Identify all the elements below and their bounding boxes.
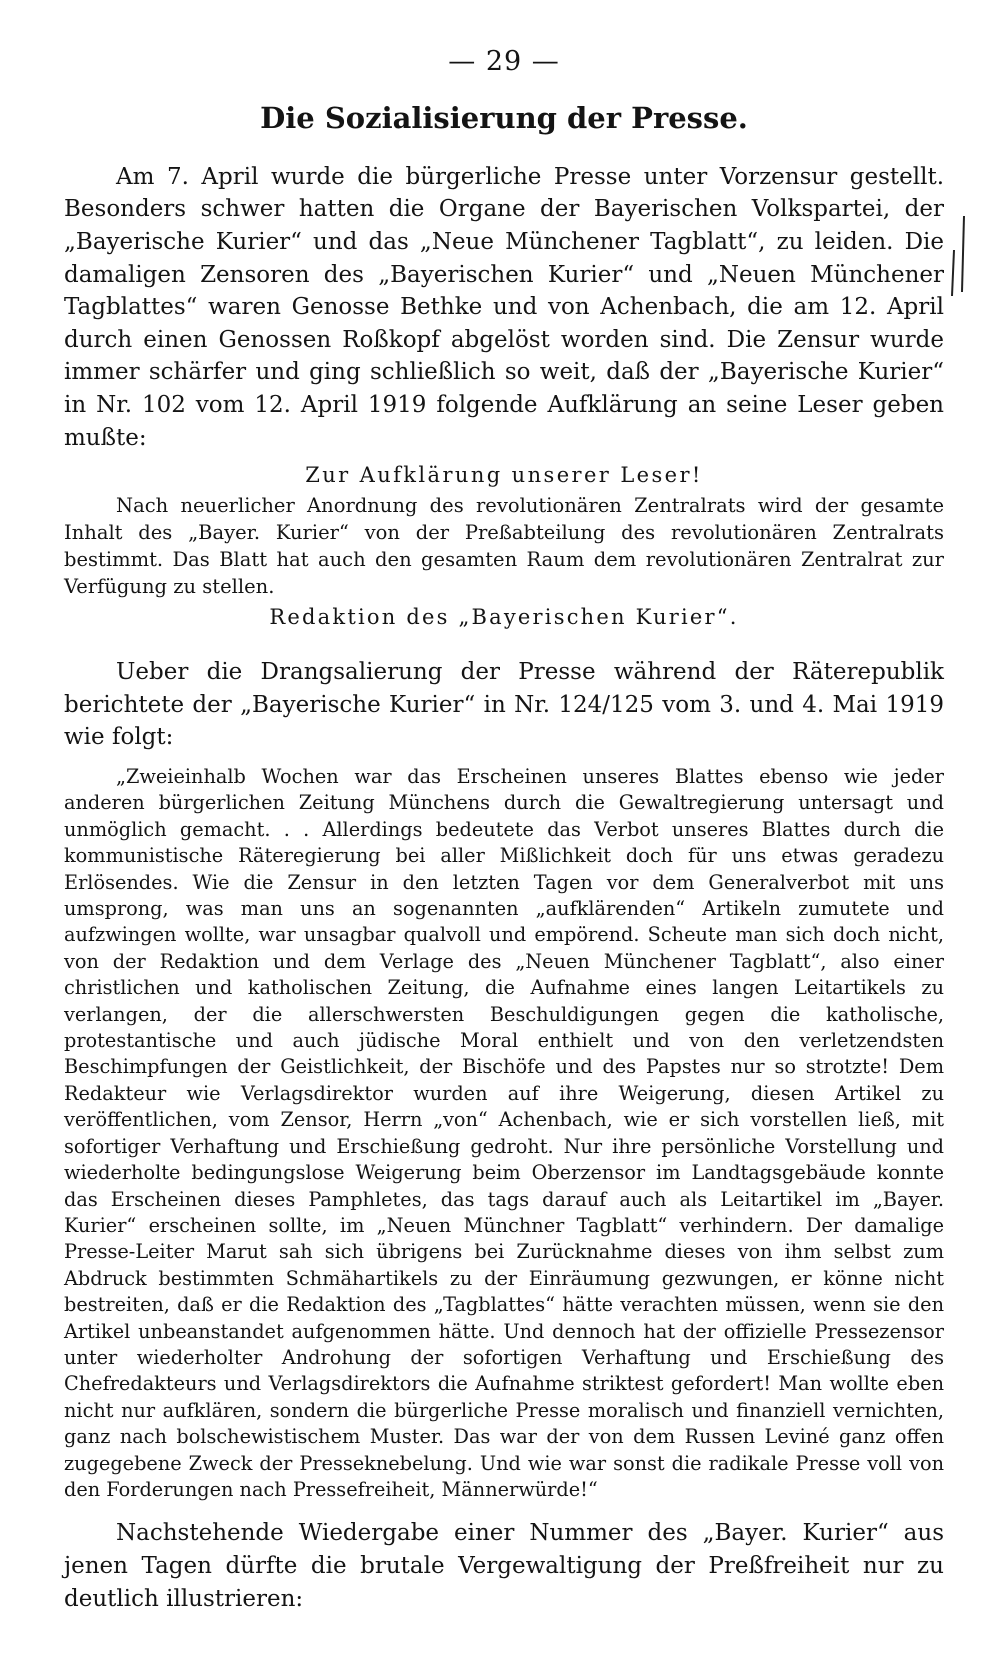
closing-paragraph: Nachstehende Wiedergabe einer Nummer des „Bayer. Kurier“ aus jenen Tagen dürfte die brutale Vergewaltigung der Preßfreiheit nur zu deutlich illustrieren: (64, 1520, 944, 1612)
notice-heading: Zur Aufklärung unserer Leser! (305, 463, 703, 488)
margin-pencil-mark (950, 210, 972, 300)
section-gap (64, 754, 944, 764)
section-gap (64, 638, 944, 656)
intro-paragraph: Am 7. April wurde die bürgerliche Presse unter Vorzensur gestellt. Besonders schwer hatten die Organe der Bayerischen Volkspartei, der „Bayerische Kurier“ und das „Neue Münchener Tagblatt“, zu leiden. Die damaligen Zensoren des „Bayerischen Kurier“ und „Neuen Münchener Tagblattes“ waren Genosse Bethke und von Achenbach, die am 12. April durch einen Genossen Roßkopf abgelöst worden sind. Die Zensur wurde immer schärfer und ging schließlich so weit, daß der „Bayerische Kurier“ in Nr. 102 vom 12. April 1919 folgende Aufklärung an seine Leser geben mußte: (64, 163, 944, 451)
reader-notice (64, 460, 944, 632)
page-title: Die Sozialisierung der Presse. (260, 101, 748, 135)
notice-signature: Redaktion des „Bayerischen Kurier“. (269, 605, 739, 630)
section-gap (64, 1503, 944, 1517)
document-page (64, 48, 944, 1615)
second-paragraph: Ueber die Drangsalierung der Presse während der Räterepublik berichtete der „Bayerische Kurier“ in Nr. 124/125 vom 3. und 4. Mai 1919 wie folgt: (64, 659, 944, 751)
page-number: — 29 — (448, 46, 560, 77)
notice-text: Nach neuerlicher Anordnung des revolutionären Zentralrats wird der gesamte Inhalt des „Bayer. Kurier“ von der Preßabteilung des revolutionären Zentralrats bestimmt. Das Blatt hat auch den gesamten Raum dem revolutionären Zentralrat zur Verfügung zu stellen. (64, 494, 944, 599)
quoted-article: „Zweieinhalb Wochen war das Erscheinen unseres Blattes ebenso wie jeder anderen bürgerlichen Zeitung Münchens durch die Gewaltregierung untersagt und unmöglich gemacht. . . Allerdings bedeutete das Verbot unseres Blattes durch die kommunistische Räteregierung bei aller Mißlichkeit doch für uns etwas geradezu Erlösendes. Wie die Zensur in den letzten Tagen vor dem Generalverbot mit uns umsprong, was man uns an sogenannten „aufklärenden“ Artikeln zumutete und aufzwingen wollte, war unsagbar qualvoll und empörend. Scheute man sich doch nicht, von der Redaktion und dem Verlage des „Neuen Münchener Tagblatt“, also einer christlichen und katholischen Zeitung, die Aufnahme eines langen Leitartikels zu verlangen, der die allerschwersten Beschuldigungen gegen die katholische, protestantische und auch jüdische Moral enthielt und von den verletzendsten Beschimpfungen der Geistlichkeit, der Bischöfe und des Papstes nur so strotzte! Dem Redakteur wie Verlagsdirektor wurden auf ihre Weigerung, diesen Artikel zu veröffentlichen, vom Zensor, Herrn „von“ Achenbach, wie er sich vorstellen ließ, mit sofortiger Verhaftung und Erschießung gedroht. Nur ihre persönliche Vorstellung und wiederholte bedingungslose Weigerung beim Oberzensor im Landtagsgebäude konnte das Erscheinen dieses Pamphletes, das tags darauf auch als Leitartikel im „Bayer. Kurier“ erscheinen sollte, im „Neuen Münchner Tagblatt“ verhindern. Der damalige Presse-Leiter Marut sah sich übrigens bei Zurücknahme dieses von ihm selbst zum Abdruck bestimmten Schmähartikels zu der Einräumung gezwungen, er könne nicht bestreiten, daß er die Redaktion des „Tagblattes“ hätte verachten müssen, wenn sie den Artikel unbeanstandet aufgenommen hätte. Und dennoch hat der offizielle Pressezensor unter wiederholter Androhung der sofortigen Verhaftung und Erschießung des Chefredakteurs und Verlagsdirektors die Aufnahme striktest gefordert! Man wollte eben nicht nur aufklären, sondern die bürgerliche Presse moralisch und finanziell vernichten, ganz nach bolschewistischem Muster. Das war der von dem Russen Leviné ganz offen zugegebene Zweck der Presseknebelung. Und wie war sonst die radikale Presse voll von den Forderungen nach Pressefreiheit, Männerwürde!“ (64, 765, 944, 1501)
